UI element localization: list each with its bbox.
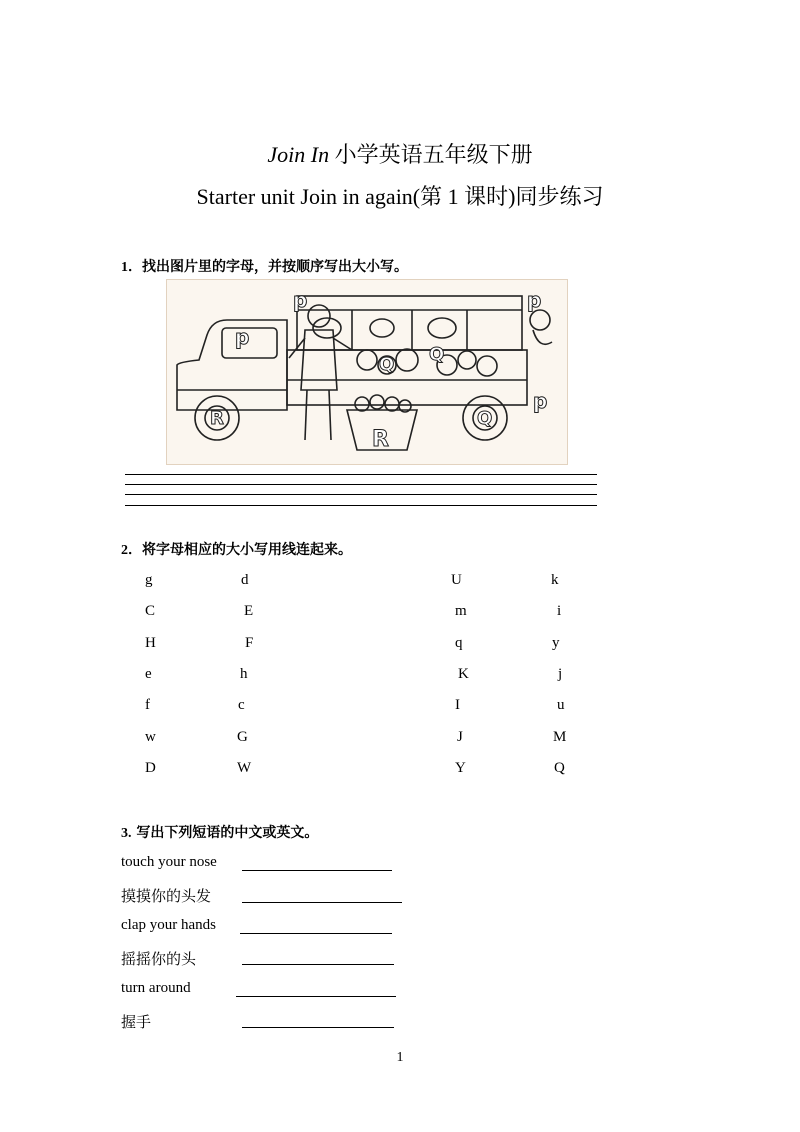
vegetable-truck-picture xyxy=(166,279,568,465)
hidden-letter: R xyxy=(210,408,224,429)
phrase-item: 摇摇你的头 xyxy=(121,952,197,968)
hidden-letter: p xyxy=(527,288,542,312)
writing-line[interactable] xyxy=(125,474,597,475)
letter-item[interactable]: y xyxy=(552,635,560,651)
letter-item[interactable]: i xyxy=(557,603,562,619)
question-3-heading xyxy=(121,822,318,842)
page-subtitle: Starter unit Join in again(第 1 课时)同步练习 xyxy=(196,184,604,209)
phrase-item: clap your hands xyxy=(121,917,216,933)
cab-window xyxy=(222,328,277,358)
produce-stand xyxy=(297,296,522,350)
phrase-item: turn around xyxy=(121,980,191,996)
truck-illustration xyxy=(167,280,567,464)
letter-item[interactable]: k xyxy=(551,572,559,588)
writing-line[interactable] xyxy=(125,505,597,506)
answer-blank[interactable] xyxy=(242,964,394,965)
phrase-item: 握手 xyxy=(121,1015,152,1031)
letter-item[interactable]: K xyxy=(458,666,469,682)
hidden-letter: R xyxy=(372,427,389,452)
letter-item[interactable]: d xyxy=(241,572,249,588)
hidden-letter: p xyxy=(293,288,308,312)
letter-item[interactable]: e xyxy=(145,666,152,682)
letter-item[interactable]: W xyxy=(237,760,252,776)
letter-item[interactable]: E xyxy=(244,603,254,619)
question-3-number: 3. xyxy=(121,826,132,841)
letter-item[interactable]: I xyxy=(455,697,460,713)
question-2-number: 2． xyxy=(121,543,142,558)
page-number: 1 xyxy=(396,1050,404,1065)
hidden-letter: p xyxy=(235,325,250,349)
letter-item[interactable]: M xyxy=(553,729,567,745)
letter-item[interactable]: q xyxy=(455,635,463,651)
letter-item[interactable]: u xyxy=(557,697,565,713)
hidden-letter: p xyxy=(533,389,548,413)
letter-item[interactable]: h xyxy=(240,666,248,682)
truck-cab-shape xyxy=(177,320,287,410)
question-1-text: 找出图片里的字母，并按顺序写出大小写。 xyxy=(142,259,408,275)
title-english: Join In xyxy=(267,142,330,167)
writing-line[interactable] xyxy=(125,484,597,485)
letter-item[interactable]: w xyxy=(145,729,156,745)
letter-item[interactable]: U xyxy=(451,572,462,588)
title-chinese: 小学英语五年级下册 xyxy=(334,142,533,167)
letter-item[interactable]: F xyxy=(245,635,254,651)
writing-line[interactable] xyxy=(125,494,597,495)
question-1-heading xyxy=(121,256,408,276)
question-2-text: 将字母相应的大小写用线连起来。 xyxy=(142,542,352,558)
phrase-item: touch your nose xyxy=(121,854,217,870)
letter-item[interactable]: Q xyxy=(554,760,565,776)
answer-blank[interactable] xyxy=(242,870,392,871)
letter-item[interactable]: j xyxy=(558,666,563,682)
question-1-number: 1． xyxy=(121,260,142,275)
letter-item[interactable]: c xyxy=(238,697,245,713)
answer-blank[interactable] xyxy=(242,902,402,903)
monkey xyxy=(530,310,550,330)
question-3-text: 写出下列短语的中文或英文。 xyxy=(136,825,319,841)
letter-item[interactable]: C xyxy=(145,603,156,619)
letter-item[interactable]: G xyxy=(237,729,248,745)
letter-item[interactable]: J xyxy=(457,729,463,745)
phrase-item: 摸摸你的头发 xyxy=(121,889,212,905)
answer-blank[interactable] xyxy=(236,996,396,997)
man-body xyxy=(301,330,337,390)
letter-item[interactable]: H xyxy=(145,635,156,651)
hidden-letter: Q xyxy=(379,354,395,375)
page-title xyxy=(0,138,800,169)
question-2-heading xyxy=(121,539,352,559)
hidden-letter: Q xyxy=(477,408,493,429)
answer-blank[interactable] xyxy=(240,933,392,934)
hidden-letter: Q xyxy=(429,344,445,365)
letter-item[interactable]: f xyxy=(145,697,150,713)
letter-item[interactable]: D xyxy=(145,760,156,776)
man-head xyxy=(308,305,330,327)
letter-item[interactable]: m xyxy=(455,603,467,619)
answer-blank[interactable] xyxy=(242,1027,394,1028)
letter-item[interactable]: Y xyxy=(455,760,466,776)
letter-item[interactable]: g xyxy=(145,572,153,588)
